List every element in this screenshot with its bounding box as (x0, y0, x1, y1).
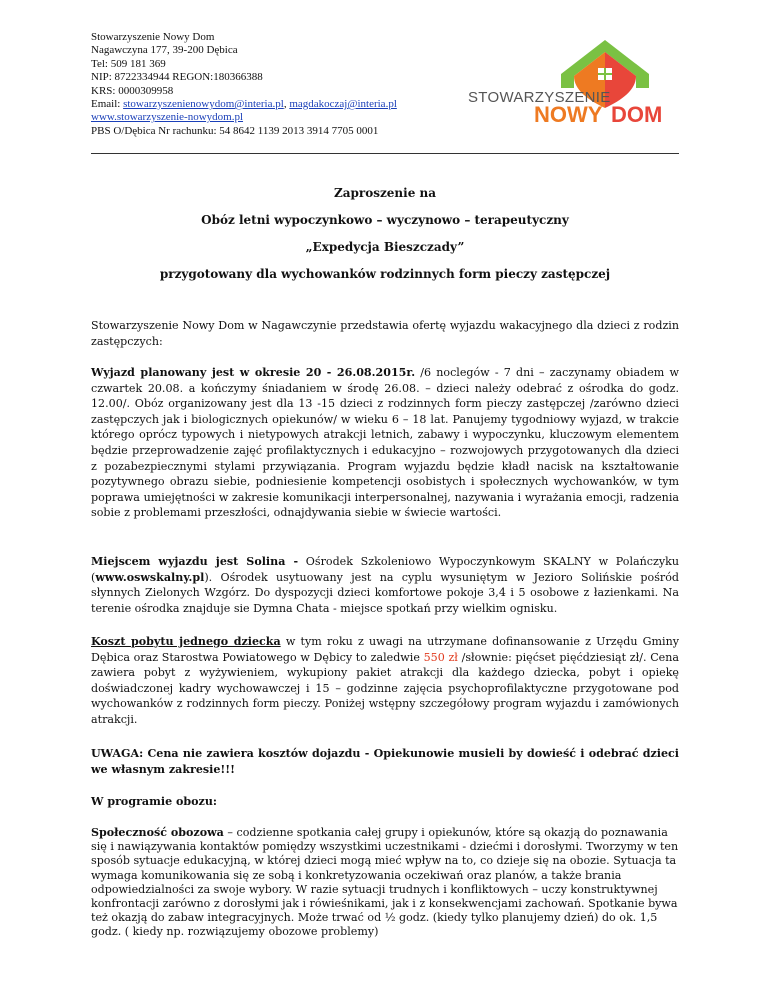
bank-account: PBS O/Dębica Nr rachunku: 54 8642 1139 2013 3914 7705 0001 (91, 124, 379, 137)
location-lead: Miejscem wyjazdu jest Solina - (91, 555, 299, 568)
website-link[interactable]: www.stowarzyszenie-nowydom.pl (91, 111, 244, 124)
warning-text: UWAGA: Cena nie zawiera kosztów dojazdu - Opiekunowie musieli by dowieść i odebrać dzieci we własnym zakresie!!! (91, 747, 679, 776)
location-text-1: Ośrodek Szkoleniowo Wypoczynkowym SKALNY w Polańczyku ( (91, 555, 679, 584)
intro-paragraph (91, 318, 679, 349)
org-phone: Tel: 509 181 369 (91, 57, 166, 70)
title-target-group: przygotowany dla wychowanków rodzinnych form pieczy zastępczej (159, 267, 611, 281)
dates-text: /6 noclegów - 7 dni – zaczynamy obiadem w czwartek 20.08. a kończymy śniadaniem w środę 26.08. – dzieci należy odebrać z ośrodka do godz. 12.00/. Obóz organizowany jest dla 13 -15 dzieci z rodzinnych form pieczy zastępczej /zarówno dzieci zastępczych jak i biologicznych opiekunów/ w wieku 6 – 18 lat. Panujemy tygodniowy wyjazd, w trakcie którego oprócz typowych i nietypowych atrakcji letnich, zabawy i wypoczynku, kluczowym elementem będzie przeprowadzenie zajęć profilaktycznych i edukacyjno – rozwojowych przygotowanych dla dzieci z pozabezpiecznymi stylami przywiązania. Program wyjazdu będzie kładł nacisk na kształtowanie pozytywnego obrazu siebie, podniesienie kompetencji osobistych i społecznych wychowanków, w tym poprawa umiejętności w zakresie komunikacji interpersonalnej, nazywania i wyrażania emocji, radzenia sobie z problemami przeszłości, odnajdywania siebie w świecie wartości. (91, 366, 680, 520)
title-expedition: „Expedycja Bieszczady” (305, 240, 465, 254)
logo-text-nowy: NOWY (534, 102, 603, 127)
logo-text-dom: DOM (611, 102, 663, 127)
logo-text-stowarzyszenie: STOWARZYSZENIE (468, 89, 611, 106)
letterhead (91, 31, 531, 138)
cost-text-1: w tym roku z uwagi na utrzymane dofinansowanie z Urzędu Gminy Dębica oraz Starostwa Powiatowego w Dębicy to zaledwie (91, 635, 679, 664)
header-divider (91, 153, 679, 154)
org-nip-regon: NIP: 8722334944 REGON:180366388 (91, 71, 263, 84)
paragraph-cost (91, 634, 679, 728)
location-text-2: ). Ośrodek usytuowany jest na cyplu wysuniętym w Jezioro Solińskie pośród słynnych Zielonych Wzgórz. Do dyspozycji dzieci komfortowe pokoje 3,4 i 5 osobowe z łazienkami. Na terenie ośrodka znajduje sie Dymna Chata - miejsce spotkań przy wielkim ognisku. (91, 570, 679, 615)
program-heading: W programie obozu: (91, 795, 218, 808)
nowy-dom-logo (468, 30, 688, 130)
paragraph-dates (91, 365, 679, 521)
community-text: – codzienne spotkania całej grupy i opiekunów, które są okazją do poznawania się i nawiązywania kontaktów pomiędzy wszystkimi uczestnikami - dziećmi i dorosłymi. Tworzymy w ten sposób sytuacje edukacyjną, w której dzieci mogą mieć wpływ na to, co dzieje się na obozie. Sytuacja ta wymaga komunikowania się ze sobą i konkretyzowania oczekiwań oraz planów, a także brania odpowiedzialności za swoje wybory. W razie sytuacji trudnych i konfliktowych – uczy konstruktywnej konfrontacji zarówno z dorosłymi jak i rówieśnikami, jak i z konsekwencjami zachowań. Spotkanie bywa też okazją do zabaw integracyjnych. Może trwać od ½ godz. (kiedy tylko planujemy dzień) do ok. 1,5 godz. ( kiedy np. rozwiązujemy obozowe problemy) (91, 826, 679, 939)
title-camp: Obóz letni wypoczynkowo – wyczynowo – terapeutyczny (201, 213, 569, 227)
paragraph-community (91, 826, 679, 940)
dates-lead: Wyjazd planowany jest w okresie 20 - 26.08.2015r. (91, 366, 416, 379)
title-invitation: Zaproszenie na (333, 186, 437, 200)
email-link-1[interactable]: stowarzyszenienowydom@interia.pl (123, 98, 284, 111)
cost-price: 550 zł (423, 650, 458, 664)
intro-text: Stowarzyszenie Nowy Dom w Nagawczynie przedstawia ofertę wyjazdu wakacyjnego dla dzieci z rodzin zastępczych: (91, 319, 679, 348)
org-address: Nagawczyna 177, 39-200 Dębica (91, 44, 238, 57)
paragraph-warning (91, 746, 679, 777)
cost-lead: Koszt pobytu jednego dziecka (91, 635, 281, 648)
org-email-line (91, 98, 531, 111)
email-separator: , (283, 98, 290, 111)
paragraph-location (91, 554, 679, 616)
location-link[interactable]: www.oswskalny.pl (95, 570, 205, 584)
cost-text-2: /słownie: pięćset pięćdziesiąt zł/. Cena zawiera pobyt z wyżywieniem, wykupiony pakiet atrakcji dla każdego dziecka, pobyt i opiekę doświadczonej kadry wychowawczej i 15 – godzinne zajęcia psychoprofilaktyczne przygotowane pod wychowanków z rodzinnych form pieczy. Poniżej wstępny szczegółowy program wyjazdu i zamówionych atrakcji. (91, 650, 680, 726)
org-krs: KRS: 0000309958 (91, 84, 174, 97)
program-heading-block (91, 794, 679, 810)
org-name: Stowarzyszenie Nowy Dom (91, 31, 215, 43)
email-link-2[interactable]: magdakoczaj@interia.pl (289, 98, 397, 111)
community-lead: Społeczność obozowa (91, 826, 224, 839)
email-label: Email: (91, 98, 124, 111)
